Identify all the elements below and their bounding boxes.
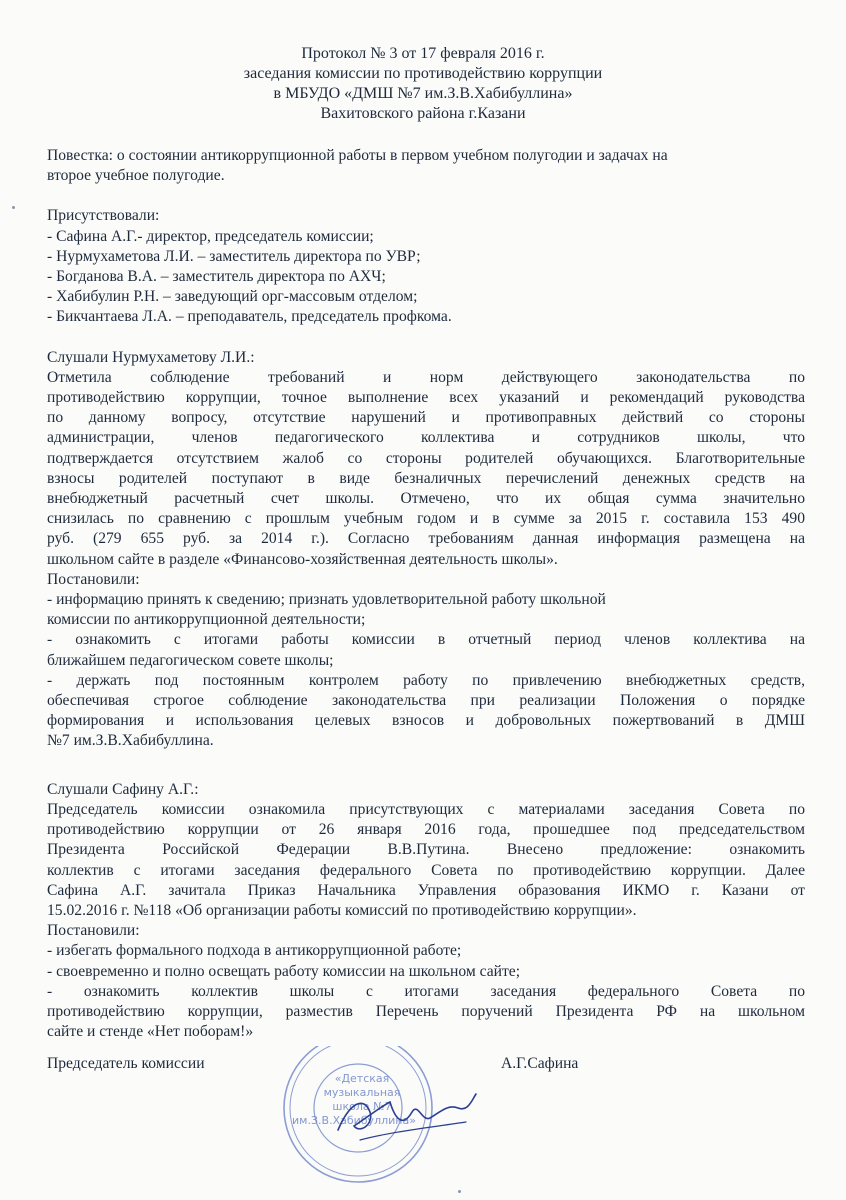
agenda <box>47 146 805 186</box>
resolution-item: - ознакомить коллектив школы с итогами заседания федерального Совета по <box>47 982 805 1000</box>
attendee-item: - Нурмухаметова Л.И. – заместитель директора по УВР; <box>47 247 421 265</box>
heard-heading: Слушали Сафину А.Г.: <box>47 780 199 798</box>
signatory-role: Председатель комиссии <box>47 1055 205 1073</box>
report-line: подтверждается отсутствием жалоб со стороны родителей обучающихся. Благотворительные <box>47 449 805 467</box>
resolution-item: - своевременно и полно освещать работу комиссии на школьном сайте; <box>47 962 521 980</box>
district-name: Вахитовского района г.Казани <box>320 105 526 122</box>
report-line: Президента Российской Федерации В.В.Путина. Внесено предложение: ознакомить <box>47 841 805 859</box>
stamp-text: «Детская <box>334 1072 390 1085</box>
attendee-item: - Бикчантаева Л.А. – преподаватель, председатель профкома. <box>47 308 452 326</box>
stamp-text: музыкальная <box>323 1086 401 1099</box>
scan-speck <box>12 206 15 209</box>
resolution-item: обеспечивая строгое соблюдение законодательства при реализации Положения о порядке <box>47 692 805 710</box>
report-line: Отметила соблюдение требований и норм действующего законодательства по <box>47 368 805 386</box>
scan-speck <box>458 1190 461 1193</box>
resolution-item: противодействию коррупции, разместив Перечень поручений Президента РФ на школьном <box>47 1002 805 1020</box>
heard-heading: Слушали Нурмухаметову Л.И.: <box>47 348 255 366</box>
resolution-item: комиссии по антикоррупционной деятельности; <box>47 611 366 629</box>
report-line: внебюджетный расчетный счет школы. Отмечено, что их общая сумма значительно <box>47 490 805 508</box>
report-line: взносы родителей поступают в виде безналичных перечислений денежных средств на <box>47 469 805 487</box>
agenda-line: второе учебное полугодие. <box>47 167 225 185</box>
resolved-heading: Постановили: <box>47 570 140 588</box>
institution-name: в МБУДО «ДМШ №7 им.З.В.Хабибуллина» <box>273 85 573 102</box>
resolution-item: №7 им.З.В.Хабибуллина. <box>47 732 214 750</box>
protocol-header <box>0 44 846 124</box>
attendees-list <box>47 206 805 327</box>
report-line: Председатель комиссии ознакомила присутствующих с материалами заседания Совета по <box>47 800 805 818</box>
report-line: коллектив с итогами заседания федерального Совета по противодействию коррупции. Далее <box>47 861 805 879</box>
report-line: по данному вопросу, отсутствие нарушений и противоправных действий со стороны <box>47 409 805 427</box>
report-line: снизилась по сравнению с прошлым учебным годом и в сумме за 2015 г. составила 153 490 <box>47 510 805 528</box>
resolution-item: ближайшем педагогическом совете школы; <box>47 651 334 669</box>
report-line: Сафина А.Г. зачитала Приказ Начальника Управления образования ИКМО г. Казани от <box>47 881 805 899</box>
attendee-item: - Богданова В.А. – заместитель директора по АХЧ; <box>47 268 386 286</box>
resolution-item: - информацию принять к сведению; признать удовлетворительной работу школьной <box>47 591 606 609</box>
section-report-2 <box>47 780 805 1043</box>
stamp-text: школа №7 <box>332 1100 392 1113</box>
resolution-item: сайте и стенде «Нет поборам!» <box>47 1023 254 1041</box>
protocol-body <box>47 146 805 1078</box>
attendee-item: - Хабибулин Р.Н. – заведующий орг-массовым отделом; <box>47 288 418 306</box>
attendees-title: Присутствовали: <box>47 207 160 225</box>
stamp-text: им.З.В.Хабибуллина» <box>292 1114 416 1127</box>
resolution-item: - ознакомить с итогами работы комиссии в отчетный период членов коллектива на <box>47 631 805 649</box>
signatory-name: А.Г.Сафина <box>501 1055 579 1073</box>
resolution-item: формирования и использования целевых взносов и добровольных пожертвований в ДМШ <box>47 712 805 730</box>
report-line: противодействию коррупции от 26 января 2016 года, прошедшее под председательством <box>47 821 805 839</box>
agenda-line: Повестка: о состоянии антикоррупционной работы в первом учебном полугодии и задачах на <box>47 147 668 164</box>
handwritten-signature-icon <box>330 1082 480 1152</box>
report-line: администрации, членов педагогического коллектива и сотрудников школы, что <box>47 429 805 447</box>
report-line: руб. (279 655 руб. за 2014 г.). Согласно требованиям данная информация размещена на <box>47 530 805 548</box>
report-line: 15.02.2016 г. №118 «Об организации работы комиссий по противодействию коррупции». <box>47 901 637 919</box>
resolved-heading: Постановили: <box>47 922 140 940</box>
attendee-item: - Сафина А.Г.- директор, председатель комиссии; <box>47 227 374 245</box>
report-line: противодействию коррупции, точное выполнение всех указаний и рекомендаций руководства <box>47 389 805 407</box>
resolution-item: - держать под постоянным контролем работу по привлечению внебюджетных средств, <box>47 671 805 689</box>
section-report-1 <box>47 348 805 752</box>
protocol-title: Протокол № 3 от 17 февраля 2016 г. <box>301 45 545 62</box>
report-line: школьном сайте в разделе «Финансово-хозяйственная деятельность школы». <box>47 550 558 568</box>
resolution-item: - избегать формального подхода в антикоррупционной работе; <box>47 942 462 960</box>
protocol-subtitle: заседания комиссии по противодействию коррупции <box>243 65 603 82</box>
